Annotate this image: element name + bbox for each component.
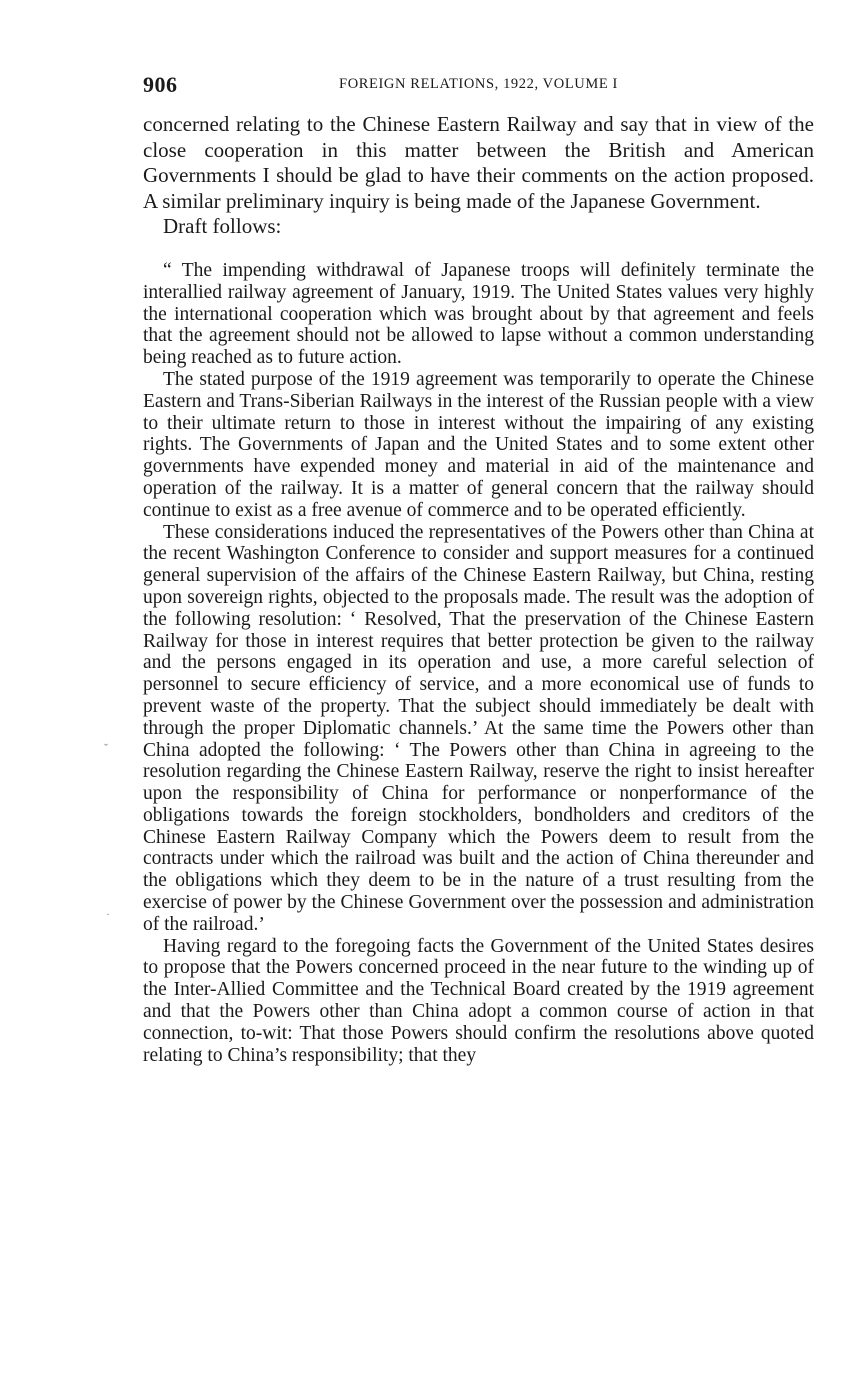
draft-intro: Draft follows: bbox=[163, 214, 282, 239]
quoted-draft bbox=[143, 260, 814, 1066]
page-number: 906 bbox=[143, 72, 178, 97]
margin-mark-1: ˇ bbox=[104, 741, 108, 755]
intro-paragraph: concerned relating to the Chinese Eastern Railway and say that in view of the close cooperation in this matter between the British and American Governments I should be glad to have their comments on the action proposed. A similar preliminary inquiry is being made of the Japanese Government. bbox=[143, 112, 814, 213]
page-header bbox=[143, 70, 814, 104]
quote-paragraph-1: “ The impending withdrawal of Japanese troops will definitely terminate the interallied railway agreement of January, 1919. The United States values very highly the international cooperation which was brought about by that agreement and feels that the agreement should not be allowed to lapse without a common understanding being reached as to future action. bbox=[143, 259, 814, 369]
quote-paragraph-2: The stated purpose of the 1919 agreement was temporarily to operate the Chinese Eastern and Trans-Siberian Railways in the interest of the Russian people with a view to their ultimate return to those in interest without the impairing of any existing rights. The Governments of Japan and the United States and to some extent other governments have expended money and material in aid of the maintenance and operation of the railway. It is a matter of general concern that the railway should continue to exist as a free avenue of commerce and to be operated efficiently. bbox=[143, 368, 814, 521]
quote-paragraph-3: These considerations induced the representatives of the Powers other than China at the recent Washington Conference to consider and support measures for a continued general supervision of the affairs of the Chinese Eastern Railway, but China, resting upon sovereign rights, objected to the proposals made. The result was the adoption of the following resolution: ‘ Resolved, That the preservation of the Chinese Eastern Railway for those in interest requires that better protection be given to the railway and the persons engaged in its operation and use, a more careful selection of personnel to secure efficiency of service, and a more economical use of funds to prevent waste of the property. That the subject should immediately be dealt with through the proper Diplomatic channels.’ At the same time the Powers other than China adopted the following: ‘ The Powers other than China in agreeing to the resolution regarding the Chinese Eastern Railway, reserve the right to insist hereafter upon the responsibility of China for performance or nonperformance of the obligations towards the foreign stockholders, bondholders and creditors of the Chinese Eastern Railway Company which the Powers deem to result from the contracts under which the railroad was built and the action of China thereunder and the obligations which they deem to be in the nature of a trust resulting from the exercise of power by the Chinese Government over the possession and administration of the railroad.’ bbox=[143, 521, 814, 935]
running-head: FOREIGN RELATIONS, 1922, VOLUME I bbox=[339, 76, 618, 92]
document-page bbox=[143, 70, 814, 1066]
quote-paragraph-4: Having regard to the foregoing facts the Government of the United States desires to propose that the Powers concerned proceed in the near future to the winding up of the Inter-Allied Committee and the Technical Board created by the 1919 agreement and that the Powers other than China adopt a common course of action in that connection, to-wit: That those Powers should confirm the resolutions above quoted relating to China’s responsibility; that they bbox=[143, 935, 814, 1066]
margin-mark-2: · bbox=[106, 907, 110, 921]
